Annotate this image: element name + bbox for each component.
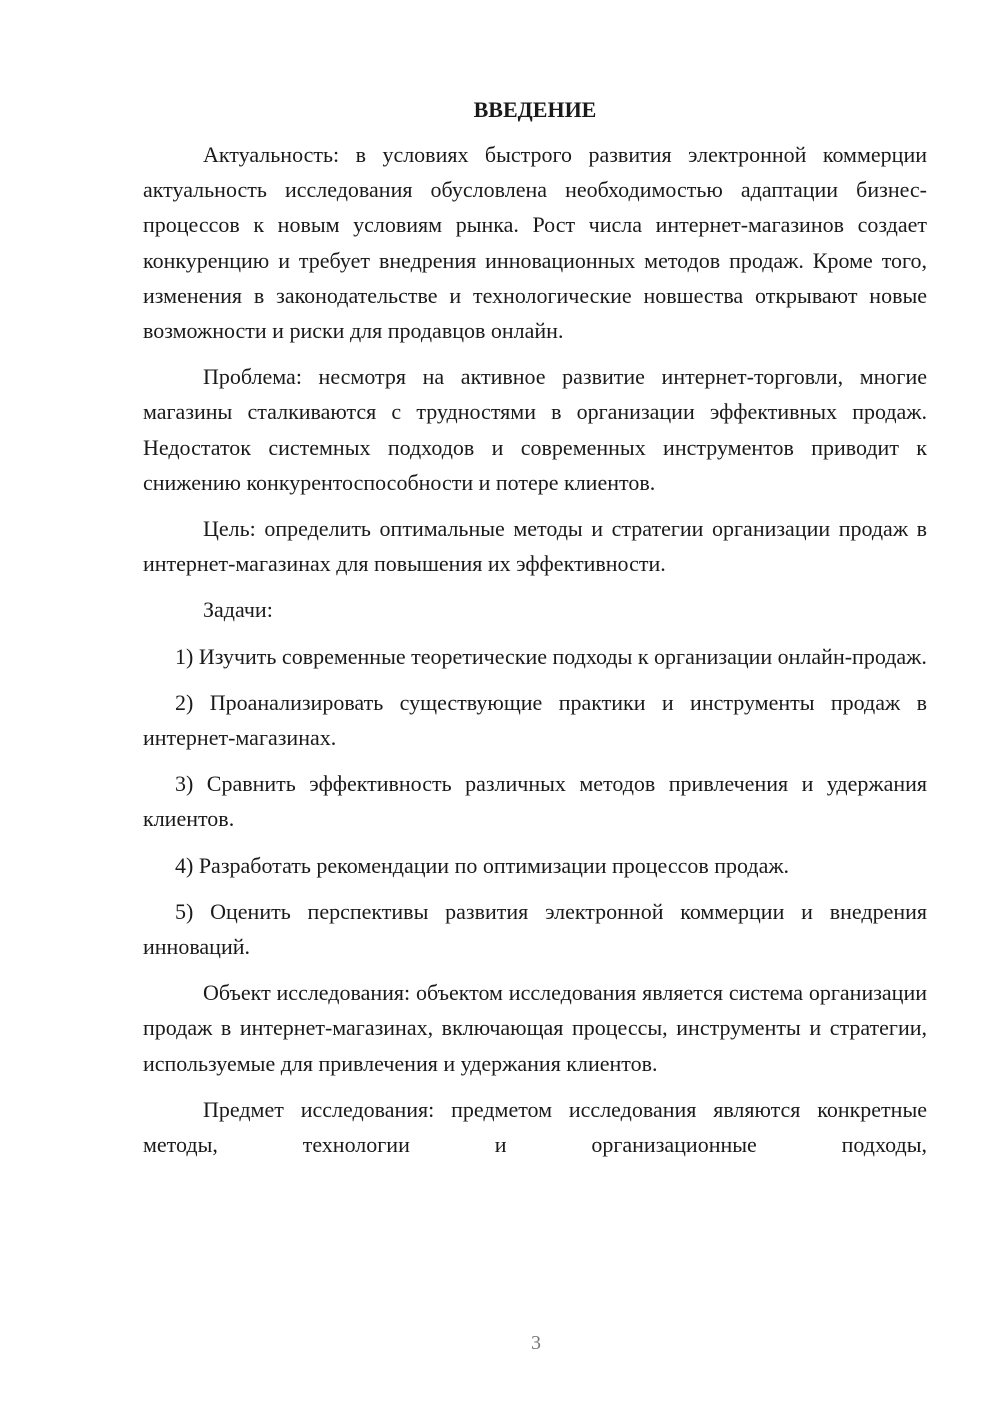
task-item-3: 3) Сравнить эффективность различных методов привлечения и удержания клиентов.	[143, 771, 927, 832]
task-item-5: 5) Оценить перспективы развития электронной коммерции и внедрения инноваций.	[143, 898, 927, 960]
task-item-2: 2) Проанализировать существующие практики и инструменты продаж в интернет-магазинах.	[143, 689, 927, 751]
section-title: ВВЕДЕНИЕ	[473, 97, 597, 122]
tasks-heading: Задачи:	[203, 597, 273, 623]
problem-paragraph: Проблема: несмотря на активное развитие интернет-торговли, многие магазины сталкиваются с трудностями в организации эффективных продаж. Недостаток системных подходов и современных инструментов приводит к снижению конкурентоспособности и потере клиентов.	[143, 364, 927, 495]
task-item-4: 4) Разработать рекомендации по оптимизации процессов продаж.	[175, 852, 790, 878]
relevance-paragraph: Актуальность: в условиях быстрого развития электронной коммерции актуальность исследования обусловлена необходимостью адаптации бизнес-процессов к новым условиям рынка. Рост числа интернет-магазинов создает конкуренцию и требует внедрения инновационных методов продаж. Кроме того, изменения в законодательстве и технологические новшества открывают новые возможности и риски для продавцов онлайн.	[143, 142, 927, 344]
goal-paragraph: Цель: определить оптимальные методы и стратегии организации продаж в интернет-магазинах для повышения их эффективности.	[143, 516, 927, 577]
page-number: 3	[531, 1332, 541, 1354]
task-item-1: 1) Изучить современные теоретические подходы к организации онлайн-продаж.	[175, 643, 927, 669]
object-paragraph: Объект исследования: объектом исследования является система организации продаж в интернет-магазинах, включающая процессы, инструменты и стратегии, используемые для привлечения и удержания клиентов.	[143, 980, 927, 1076]
subject-paragraph: Предмет исследования: предметом исследования являются конкретные методы, технологии и организационные подходы,	[143, 1096, 927, 1158]
document-body	[143, 92, 927, 1173]
